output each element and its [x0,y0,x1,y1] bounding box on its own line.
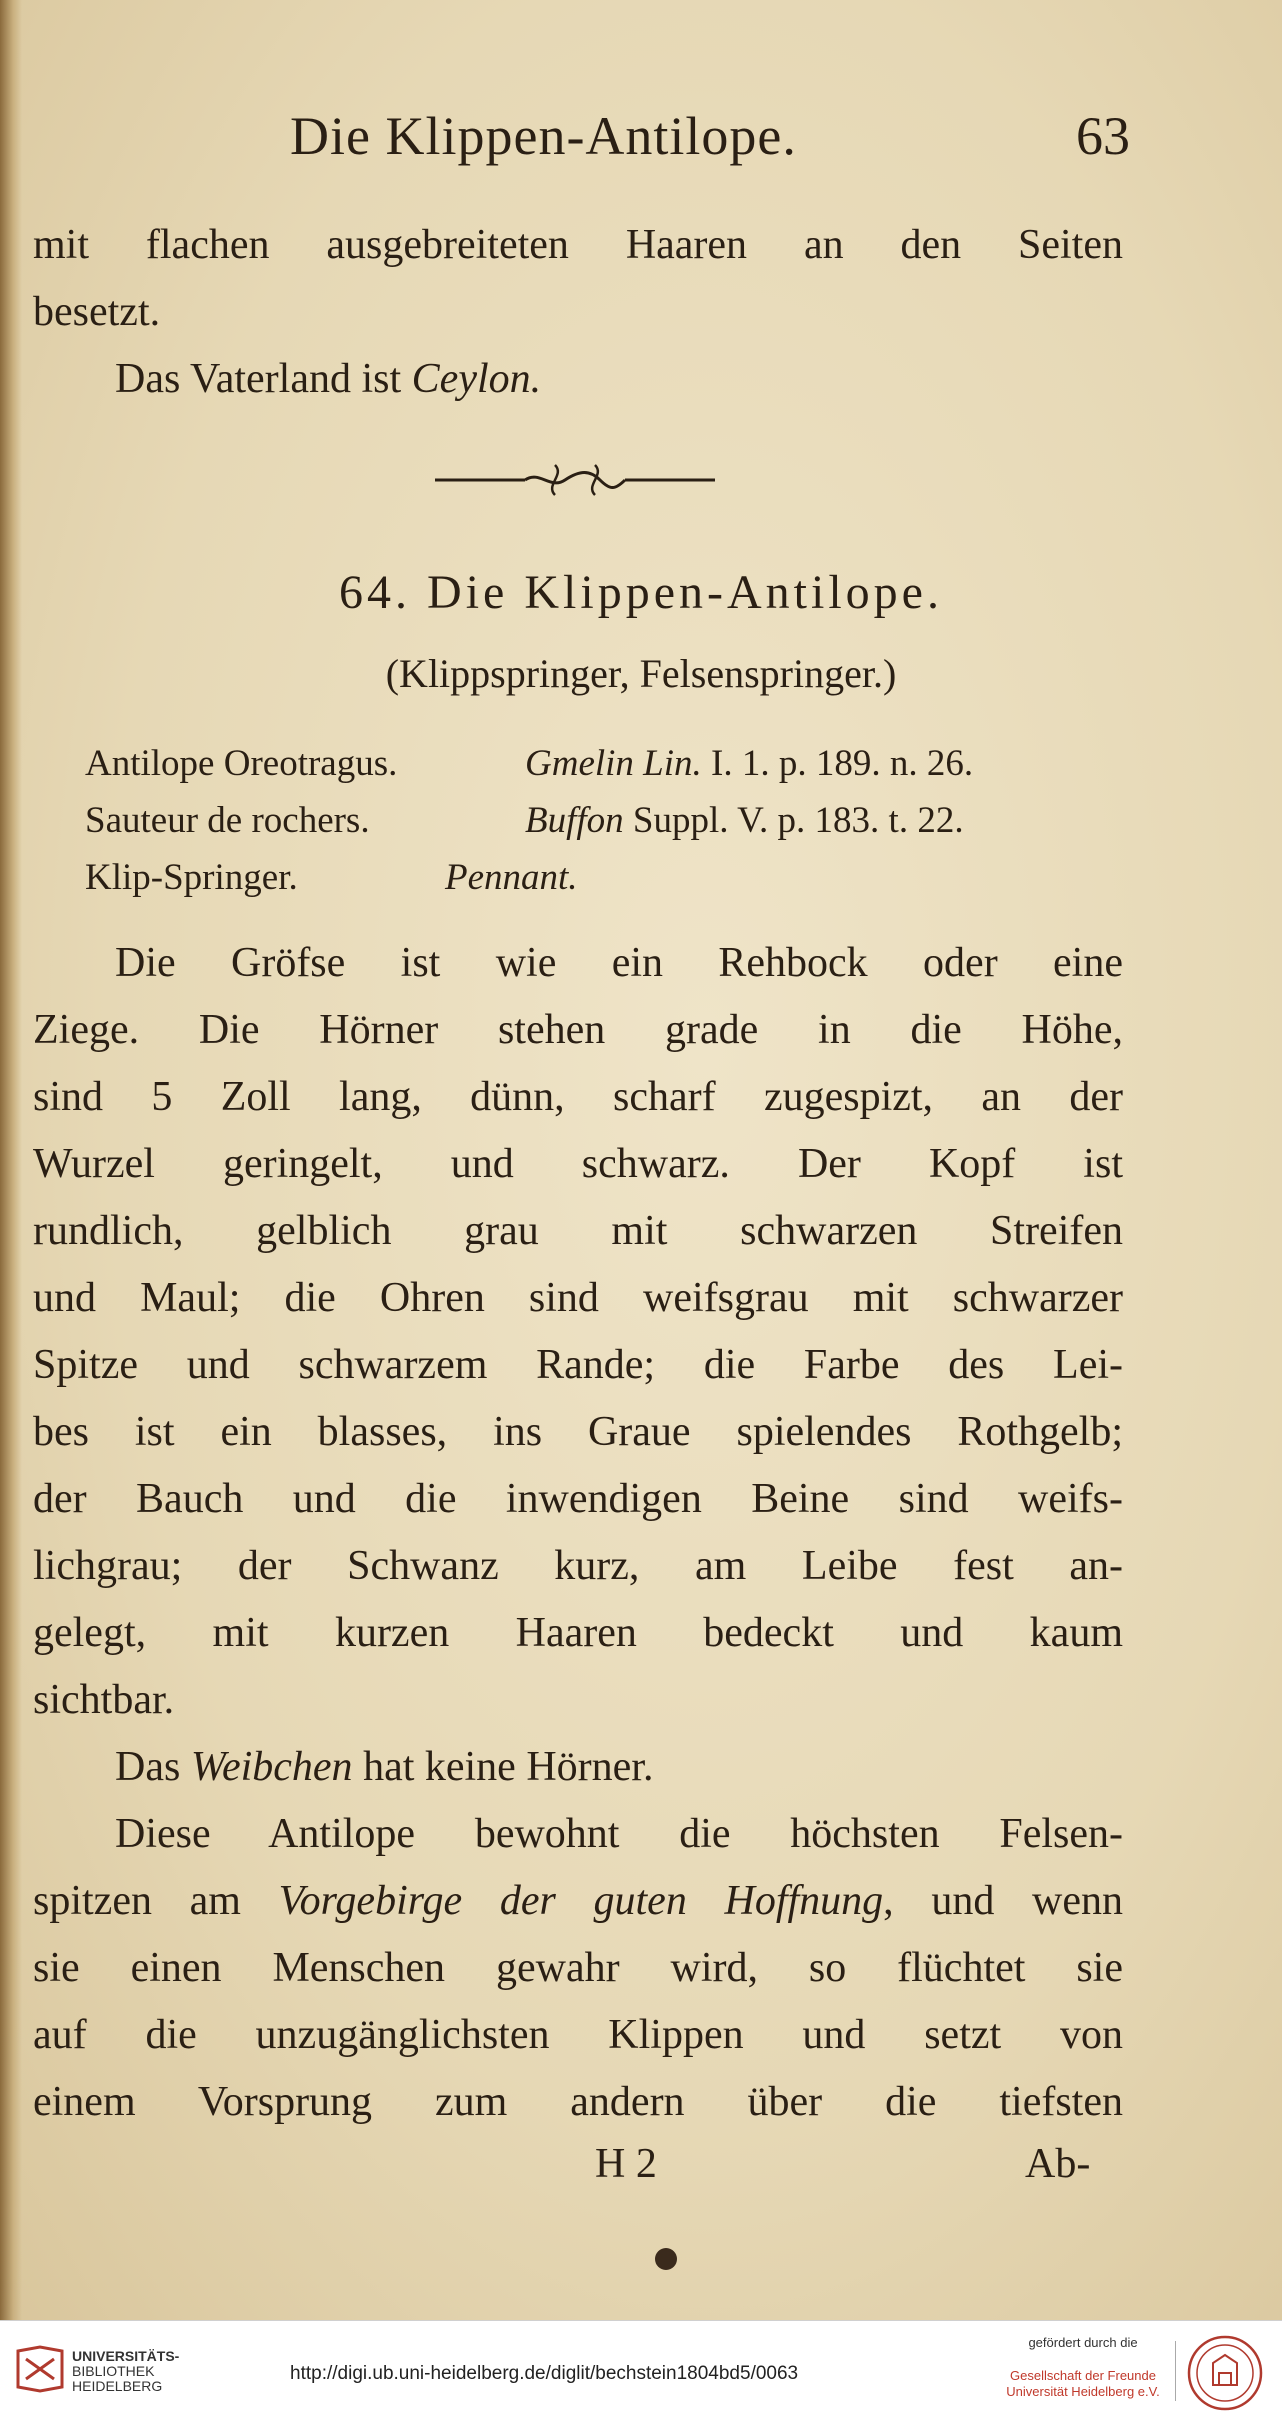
text-line: einem Vorsprung zum andern über die tiefsten [33,2079,1123,2125]
catchword: Ab- [1025,2141,1091,2187]
text-line [33,1734,1123,1801]
page-number: 63 [1076,106,1130,166]
text-line: rundlich, gelblich grau mit schwarzen Streifen [33,1208,1123,1254]
library-name [72,2349,179,2394]
ink-spot [655,2248,677,2270]
sponsor-name[interactable] [988,2368,1178,2400]
page-spine-edge [0,0,22,2320]
reference-name: Sauteur de rochers. [85,800,370,841]
text-line: und Maul; die Ohren sind weifsgrau mit schwarzer [33,1275,1123,1321]
reference-author: Buffon [525,800,624,841]
text-line: bes ist ein blasses, ins Graue spielendes Rothgelb; [33,1409,1123,1455]
reference-author: Gmelin Lin. [525,743,702,784]
reference-line [85,735,1095,792]
reference-line [85,849,1095,906]
viewer-footer-bar [0,2320,1282,2416]
text-span: hat keine Hörner. [352,1744,654,1790]
university-library-logo-icon[interactable] [14,2343,66,2395]
italic-place-name: Ceylon. [411,356,542,402]
text-line: Diese Antilope bewohnt die höchsten Felsen- [115,1811,1123,1857]
section-title: 64. Die Klippen-Antilope. [339,566,943,619]
sponsor-label: gefördert durch die [1028,2335,1138,2350]
reference-line [85,792,1095,849]
text-span: spitzen am [33,1878,279,1924]
sponsor-name-line: Gesellschaft der Freunde [1010,2368,1156,2383]
reference-name: Klip-Springer. [85,857,298,898]
signature-mark: H 2 [595,2141,657,2187]
text-span: , und wenn [883,1878,1123,1924]
description-paragraph [33,930,1123,2136]
reference-source [525,792,964,849]
text-line: sind 5 Zoll lang, dünn, scharf zugespizt, an der [33,1074,1123,1120]
text-line: Spitze und schwarzem Rande; die Farbe des Lei- [33,1342,1123,1388]
italic-term: Weibchen [190,1744,353,1790]
references-block [85,735,1095,906]
text-span: Das [115,1744,191,1790]
library-name-line: HEIDELBERG [72,2378,163,2394]
text-span: Das Vaterland ist [115,356,412,402]
reference-source [525,735,973,792]
reference-source [445,849,578,906]
reference-citation: Suppl. V. p. 183. t. 22. [623,800,964,841]
text-line [33,1868,1123,1935]
sponsor-credit [988,2335,1178,2400]
text-line: sichtbar. [33,1677,175,1723]
text-line: der Bauch und die inwendigen Beine sind weifs- [33,1476,1123,1522]
text-line: besetzt. [33,289,161,335]
ornament-divider-icon [430,455,720,505]
page-header [290,105,1130,185]
university-seal-icon [1185,2333,1265,2413]
text-line: Ziege. Die Hörner stehen grade in die Höhe, [33,1007,1123,1053]
text-line: gelegt, mit kurzen Haaren bedeckt und kaum [33,1610,1123,1656]
library-name-line: UNIVERSITÄTS- [72,2348,180,2364]
text-line: lichgrau; der Schwanz kurz, am Leibe fest an- [33,1543,1123,1589]
reference-name: Antilope Oreotragus. [85,743,398,784]
text-line [33,346,1123,413]
section-subtitle: (Klippspringer, Felsenspringer.) [385,651,897,696]
top-text-block [33,212,1123,413]
library-name-line: BIBLIOTHEK [72,2363,155,2379]
sponsor-name-line: Universität Heidelberg e.V. [1006,2384,1160,2399]
italic-place-name: Vorgebirge der guten Hoffnung [278,1878,884,1924]
text-line: auf die unzugänglichsten Klippen und setzt von [33,2012,1123,2058]
permalink-url[interactable]: http://digi.ub.uni-heidelberg.de/diglit/bechstein1804bd5/0063 [290,2363,799,2384]
footer-divider [1175,2341,1176,2401]
text-line: Die Gröfse ist wie ein Rehbock oder eine [115,940,1123,986]
reference-citation: I. 1. p. 189. n. 26. [701,743,974,784]
reference-author: Pennant. [445,857,578,898]
text-line: sie einen Menschen gewahr wird, so flüchtet sie [33,1945,1123,1991]
text-line: Wurzel geringelt, und schwarz. Der Kopf ist [33,1141,1123,1187]
text-line: mit flachen ausgebreiteten Haaren an den Seiten [33,222,1123,268]
running-head: Die Klippen-Antilope. [290,106,797,166]
